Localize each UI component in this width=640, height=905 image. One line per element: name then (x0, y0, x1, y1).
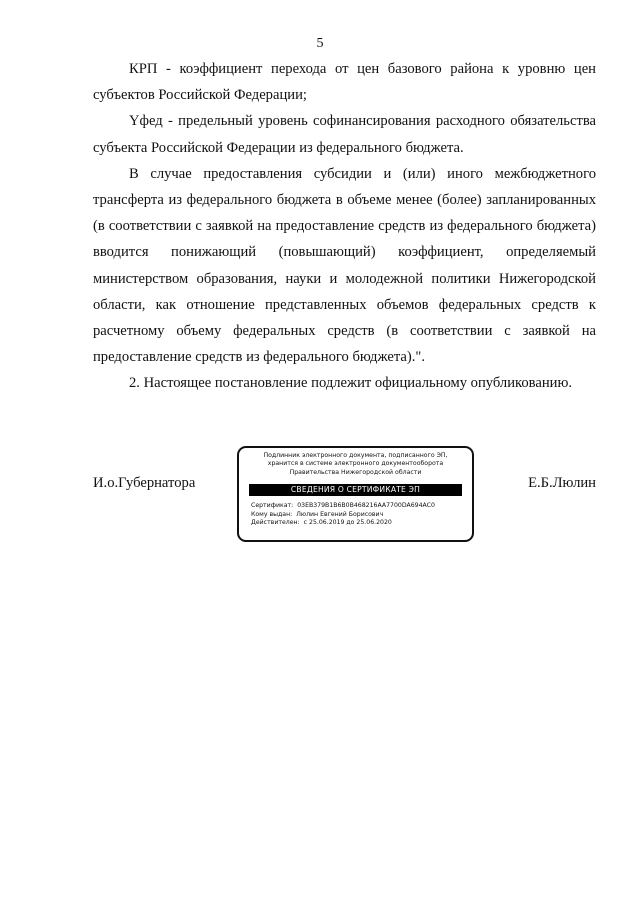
validity-row (251, 519, 472, 527)
signature-block (93, 446, 596, 546)
paragraph-subsidy-coefficient: В случае предоставления субсидии и (или) иного межбюджетного трансферта из федерального бюджета в объеме менее (более) запланированных (в соответствии с заявкой на предоставление средств из федерального бюджета) вводится понижающий (повышающий) коэффициент, определяемый министерством образования, науки и молодежной политики Нижегородской области, как отношение представленных объемов федеральных средств к расчетному объему федеральных средств (в соответствии с заявкой на предоставление средств из федерального бюджета).". (93, 165, 596, 366)
stamp-header-line: хранится в системе электронного документооборота (267, 460, 444, 468)
document-body (93, 56, 596, 397)
paragraph-publication: 2. Настоящее постановление подлежит официальному опубликованию. (129, 375, 573, 392)
stamp-header-line: Подлинник электронного документа, подписанного ЭП, (263, 452, 448, 459)
certificate-value: 03EB379B1B6B0B468216AA7700DA694AC0 (297, 502, 435, 510)
certificate-info-bar: СВЕДЕНИЯ О СЕРТИФИКАТЕ ЭП (249, 484, 462, 496)
issued-to-value: Люлин Евгений Борисович (296, 510, 384, 518)
validity-value: с 25.06.2019 до 25.06.2020 (303, 519, 392, 527)
certificate-row (251, 502, 472, 510)
issued-to-label: Кому выдан: (251, 510, 293, 518)
page-number: 5 (316, 36, 324, 51)
signer-title: И.о.Губернатора (93, 475, 196, 491)
certificate-label: Сертификат: (251, 502, 294, 510)
electronic-signature-stamp (237, 446, 474, 542)
paragraph-yfed-definition: Yфед - предельный уровень софинансирования расходного обязательства субъекта Российской Федерации из федерального бюджета. (93, 113, 596, 156)
validity-label: Действителен: (251, 519, 300, 527)
paragraph-krp-definition: КРП - коэффициент перехода от цен базового района к уровню цен субъектов Российской Федерации; (93, 61, 596, 104)
certificate-details (251, 502, 472, 527)
stamp-header-line: Правительства Нижегородской области (289, 468, 422, 476)
issued-to-row (251, 511, 472, 519)
stamp-header (239, 452, 472, 477)
signer-name: Е.Б.Люлин (528, 475, 596, 491)
